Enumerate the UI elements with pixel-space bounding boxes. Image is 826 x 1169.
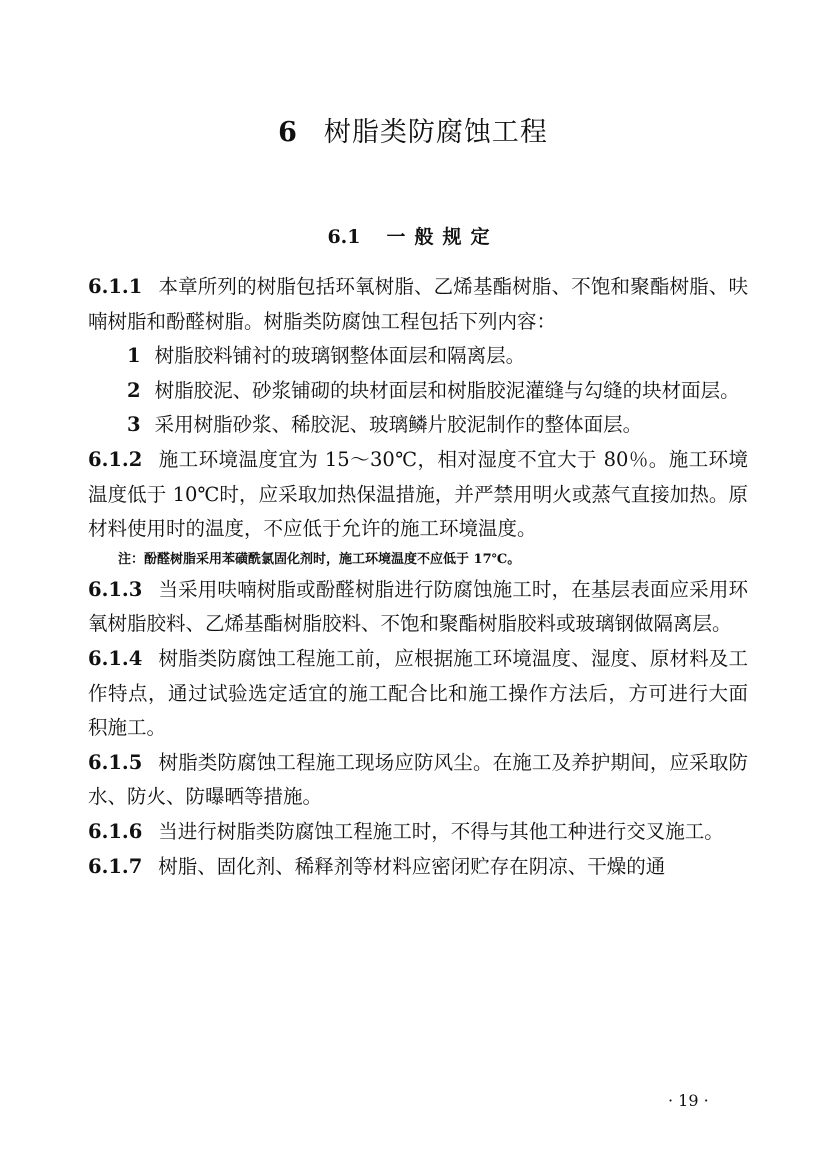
item-text: 树脂胶泥、砂浆铺砌的块材面层和树脂胶泥灌缝与勾缝的块材面层。	[154, 378, 740, 402]
clause-text: 树脂类防腐蚀工程施工前，应根据施工环境温度、湿度、原材料及工作特点，通过试验选定适宜的施工配合比和施工操作方法后，方可进行大面积施工。	[88, 646, 748, 740]
clause-text: 当进行树脂类防腐蚀工程施工时，不得与其他工种进行交叉施工。	[158, 819, 724, 843]
item-number: 2	[127, 378, 141, 402]
clause-note: 注：酚醛树脂采用苯磺酰氯固化剂时，施工环境温度不应低于 17℃。	[118, 551, 521, 567]
page-number: · 19 ·	[668, 1091, 709, 1110]
section-number: 6.1	[327, 226, 361, 248]
clause-6-1-7	[88, 850, 748, 885]
clause-number: 6.1.7	[88, 854, 143, 878]
clause-number: 6.1.5	[88, 750, 143, 774]
clause-text: 施工环境温度宜为 15～30℃，相对湿度不宜大于 80％。施工环境温度低于 10℃时，应采取加热保温措施，并严禁用明火或蒸气直接加热。原材料使用时的温度，不应低于允许的施工环境温度。	[88, 447, 748, 541]
clause-number: 6.1.3	[88, 577, 143, 601]
item-text: 树脂胶料铺衬的玻璃钢整体面层和隔离层。	[154, 344, 526, 368]
clause-6-1-4	[88, 642, 748, 746]
chapter-title-text: 树脂类防腐蚀工程	[323, 117, 548, 148]
chapter-title	[0, 110, 826, 149]
list-item-3	[88, 408, 748, 443]
clause-text: 本章所列的树脂包括环氧树脂、乙烯基酯树脂、不饱和聚酯树脂、呋喃树脂和酚醛树脂。树脂类防腐蚀工程包括下列内容：	[88, 275, 748, 333]
item-number: 3	[127, 413, 141, 437]
section-title-text: 一般规定	[386, 226, 499, 248]
clause-6-1-2	[88, 443, 748, 547]
section-title	[0, 222, 826, 249]
list-item-1	[88, 339, 748, 374]
item-number: 1	[127, 344, 141, 368]
chapter-number: 6	[278, 117, 298, 148]
item-text: 采用树脂砂浆、稀胶泥、玻璃鳞片胶泥制作的整体面层。	[154, 413, 643, 437]
clause-text: 树脂类防腐蚀工程施工现场应防风尘。在施工及养护期间，应采取防水、防火、防曝晒等措施。	[88, 750, 748, 809]
document-body	[88, 270, 748, 884]
clause-6-1-6	[88, 815, 748, 850]
clause-6-1-1	[88, 270, 748, 339]
clause-number: 6.1.6	[88, 819, 143, 843]
clause-number: 6.1.2	[88, 447, 143, 471]
clause-text: 树脂、固化剂、稀释剂等材料应密闭贮存在阴凉、干燥的通	[158, 854, 666, 878]
clause-number: 6.1.4	[88, 646, 143, 670]
clause-text: 当采用呋喃树脂或酚醛树脂进行防腐蚀施工时，在基层表面应采用环氧树脂胶料、乙烯基酯树脂胶料、不饱和聚酯树脂胶料或玻璃钢做隔离层。	[88, 577, 748, 636]
clause-6-1-5	[88, 746, 748, 815]
clause-number: 6.1.1	[88, 275, 143, 298]
clause-6-1-3	[88, 573, 748, 642]
list-item-2	[88, 374, 748, 409]
